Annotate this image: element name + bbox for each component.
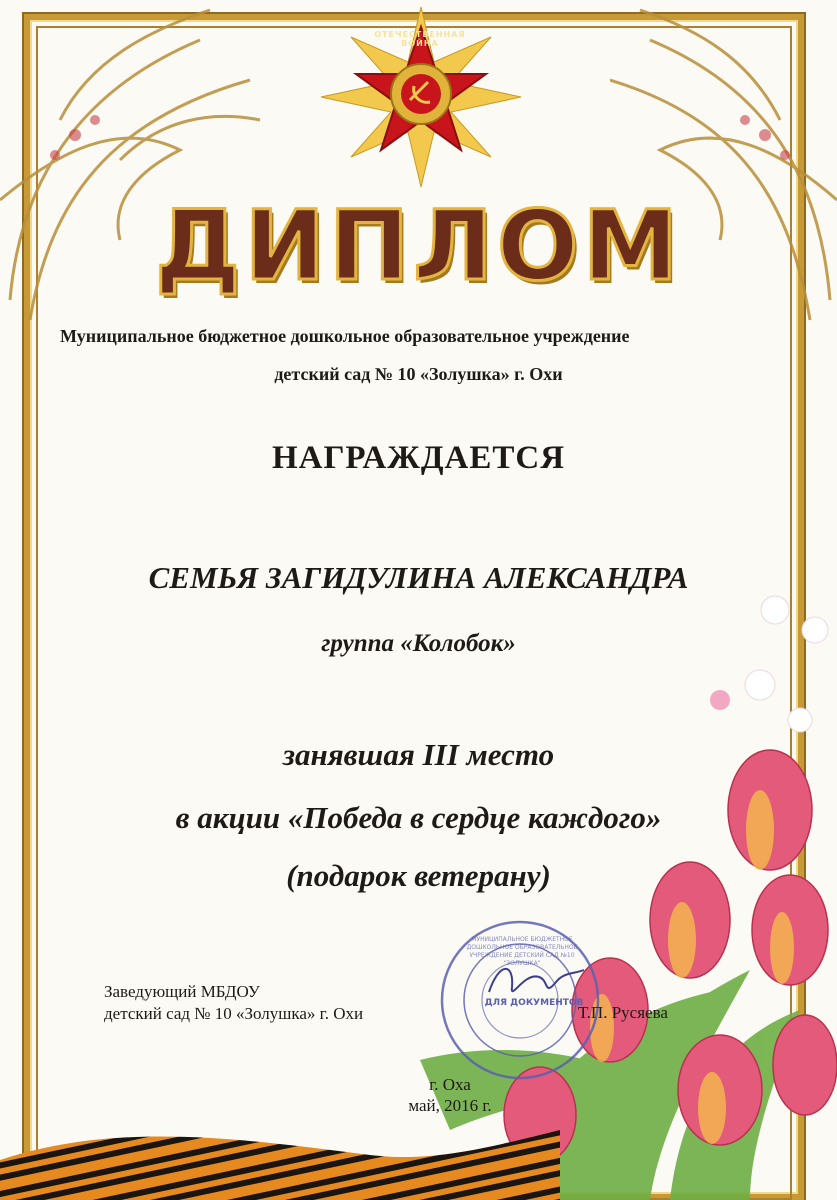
signer-organization: детский сад № 10 «Золушка» г. Охи — [104, 1004, 364, 1023]
achievement-action: в акции «Победа в сердце каждого» — [175, 800, 662, 835]
issue-date: май, 2016 г. — [408, 1096, 492, 1115]
stamp-center-text: ДЛЯ ДОКУМЕНТОВ — [484, 998, 584, 1008]
signer-name: Т.П. Русяева — [578, 1003, 668, 1022]
emblem-text: ОТЕЧЕСТВЕННАЯ ВОЙНА — [374, 30, 466, 48]
signer-position: Заведующий МБДОУ — [104, 982, 260, 1001]
issue-place: г. Оха — [429, 1075, 471, 1094]
awarded-heading: НАГРАЖДАЕТСЯ — [271, 440, 566, 476]
achievement-note: (подарок ветерану) — [286, 858, 551, 893]
recipient-name: СЕМЬЯ ЗАГИДУЛИНА АЛЕКСАНДРА — [148, 560, 689, 595]
institution-kindergarten: детский сад № 10 «Золушка» г. Охи — [274, 364, 563, 384]
achievement-place: занявшая III место — [282, 737, 555, 772]
recipient-group: группа «Колобок» — [321, 630, 516, 657]
stamp-outer-text: МУНИЦИПАЛЬНОЕ БЮДЖЕТНОЕ ДОШКОЛЬНОЕ ОБРАЗОВАТЕЛЬНОЕ УЧРЕЖДЕНИЕ ДЕТСКИЙ САД №10 "ЗОЛУШКА" — [466, 936, 578, 967]
institution-name: Муниципальное бюджетное дошкольное образовательное учреждение — [60, 326, 630, 346]
diploma-title: ДИПЛОМ — [154, 190, 683, 302]
